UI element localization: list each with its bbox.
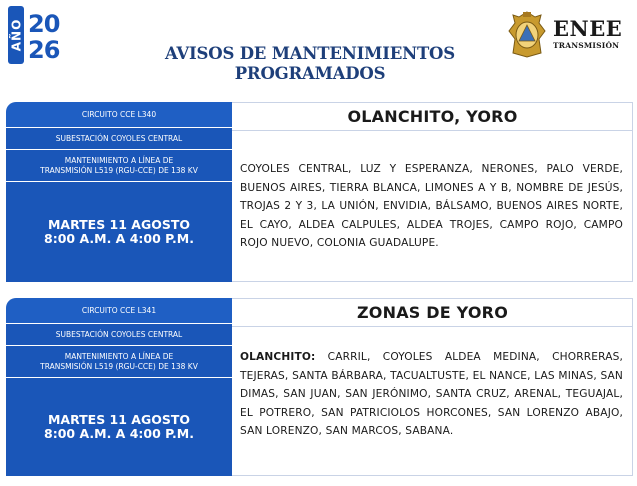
maintenance-line1: MANTENIMIENTO A LÍNEA DE [64,351,174,361]
maintenance-line2: TRANSMISIÓN L519 (RGU-CCE) DE 138 KV [40,165,198,175]
notice-heading: OLANCHITO, YORO [232,102,633,131]
substation-label: SUBESTACIÓN COYOLES CENTRAL [6,128,232,150]
notice-heading: ZONAS DE YORO [232,298,633,327]
notice-card [6,298,633,476]
circuit-label: CIRCUITO CCE L340 [6,102,232,128]
maintenance-label [6,346,232,378]
schedule-block [6,378,232,476]
affected-areas [240,348,623,441]
maintenance-line2: TRANSMISIÓN L519 (RGU-CCE) DE 138 KV [40,361,198,371]
year-digits-bottom: 26 [28,36,60,64]
schedule-date: MARTES 11 AGOSTO [47,412,191,427]
affected-areas-list: COYOLES CENTRAL, LUZ Y ESPERANZA, NERONES, PALO VERDE, BUENOS AIRES, TIERRA BLANCA, LIMONES A Y B, NOMBRE DE JESÚS, TROJAS 2 Y 3, LA UNIÓN, ENVIDIA, BÁLSAMO, BUENOS AIRES NORTE, EL CAYO, ALDEA CALPULES, ALDEA TROJES, CAMPO ROJO, CAMPO ROJO NUEVO, COLONIA GUADALUPE. [240,163,623,250]
year-digits [28,6,59,68]
page-title-line2: PROGRAMADOS [234,64,386,83]
maintenance-label [6,150,232,182]
page-title [120,44,500,84]
year-label-box [8,6,24,64]
year-digits-top: 20 [28,10,60,38]
notice-card [6,102,633,282]
year-badge [8,6,70,68]
schedule-block [6,182,232,282]
page-title-line1: AVISOS DE MANTENIMIENTOS [165,44,455,63]
notice-sidebar [6,102,232,282]
maintenance-line1: MANTENIMIENTO A LÍNEA DE [64,155,174,165]
logo-name: ENEE [553,16,623,41]
affected-areas [240,160,623,253]
substation-label: SUBESTACIÓN COYOLES CENTRAL [6,324,232,346]
enee-logo [505,8,631,60]
circuit-label: CIRCUITO CCE L341 [6,298,232,324]
affected-areas-list: CARRIL, COYOLES ALDEA MEDINA, CHORRERAS, TEJERAS, SANTA BÁRBARA, TACUALTUSTE, EL NANCE, LAS MINAS, SAN DIMAS, SAN JUAN, SAN JERÓNIMO, SANTA CRUZ, ARENAL, TEGUAJAL, EL POTRERO, SAN PATRICIOLOS HORCONES, SAN LORENZO ABAJO, SAN LORENZO, SAN MARCOS, SABANA. [240,351,623,438]
affected-areas-lead: OLANCHITO: [240,351,316,363]
logo-subtitle: TRANSMISIÓN [553,41,620,50]
schedule-date: MARTES 11 AGOSTO [47,217,191,232]
seal-icon [505,9,549,59]
schedule-time: 8:00 A.M. A 4:00 P.M. [44,231,194,246]
schedule-time: 8:00 A.M. A 4:00 P.M. [44,426,194,441]
year-label: AÑO [9,18,23,52]
notice-sidebar [6,298,232,476]
